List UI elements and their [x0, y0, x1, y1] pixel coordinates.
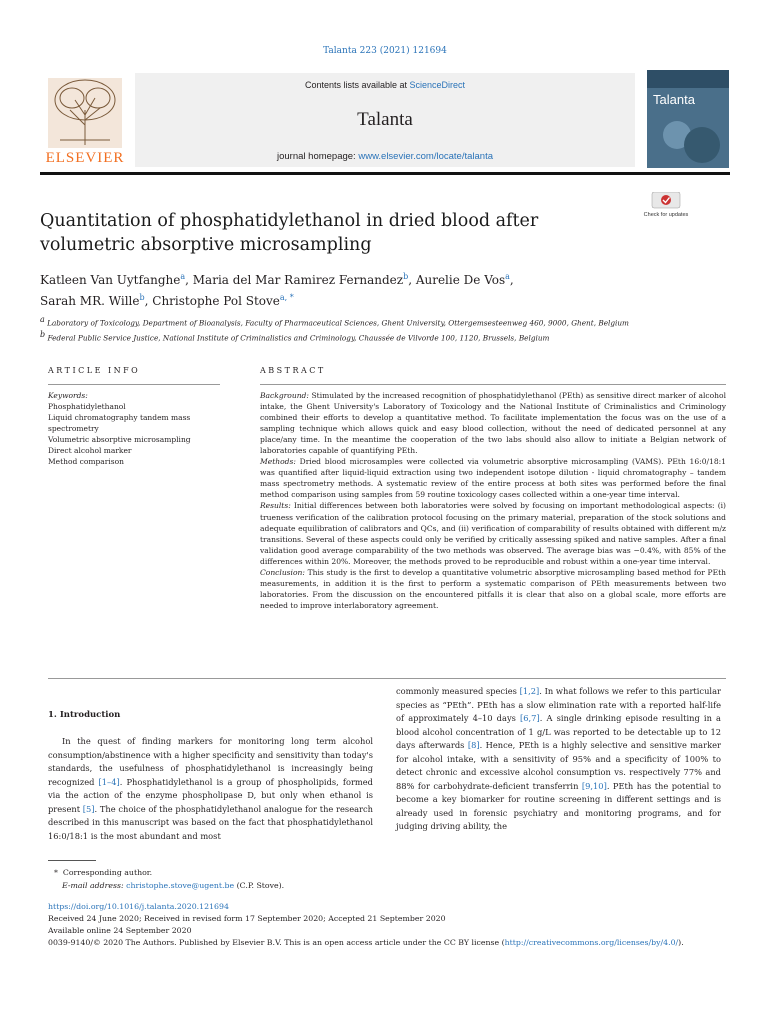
keyword: Volumetric absorptive microsampling: [48, 435, 191, 444]
keyword: Method comparison: [48, 457, 124, 466]
reference-link[interactable]: [1–4]: [98, 776, 120, 787]
cover-band: [647, 70, 729, 88]
divider: [48, 678, 726, 679]
author-name[interactable]: Aurelie De Vos: [415, 273, 506, 287]
corresponding-author-footnote: * Corresponding author. E-mail address: christophe.stove@ugent.be (C.P. Stove).: [54, 868, 285, 890]
available-online: Available online 24 September 2020: [48, 926, 192, 935]
doi-link[interactable]: https://doi.org/10.1016/j.talanta.2020.121694: [48, 902, 229, 911]
author-name[interactable]: Maria del Mar Ramirez Fernandez: [192, 273, 404, 287]
contents-line: [135, 80, 635, 90]
publisher-name: ELSEVIER: [45, 150, 125, 166]
reference-link[interactable]: [6,7]: [520, 713, 540, 723]
author-affil-mark[interactable]: b: [403, 272, 409, 281]
author-affil-mark[interactable]: b: [139, 293, 145, 302]
abstract-conclusion: Conclusion: This study is the first to develop a quantitative volumetric absorptive microsampling based method for PEth measurements, in addition it is the first to perform a systematic comparison of PEth measurements between two laboratories. From the discussion on the encountered pitfalls it is clear that also on a global scale, more efforts are needed to improve interlaboratory agreement.: [260, 567, 726, 610]
cover-title: Talanta: [653, 92, 695, 107]
header-rule: [40, 172, 730, 175]
homepage-line: [135, 151, 635, 162]
reference-link[interactable]: [1,2]: [519, 686, 540, 696]
affiliation: $^a$ Laboratory of Toxicology, Department of Bioanalysis, Faculty of Pharmaceutical Sciences, Ghent University, Ottergemsesteenweg 460, 9000, Ghent, Belgium: [40, 315, 629, 328]
abstract-results: Results: Initial differences between both laboratories were solved by focusing on important methodological aspects: (i) trueness verification of the calibration protocol focusing on the primary material, preparation of the stock solutions and adequate equilibration of calibrators and QCs, and (ii) verification of comparability of results obtained with different m/z transitions. Several of these aspects could only be verified by critically assessing spiked and native samples. After a final validation good average comparability of the two methods was observed. The average bias was −0.4%, with 85% of the differences within 20%. Moreover, the methods proved to be reproducible and robust within a one-year time interval.: [260, 501, 726, 566]
author-affil-mark[interactable]: a, *: [279, 293, 294, 302]
section-heading-introduction: 1. Introduction: [48, 710, 121, 720]
author-name[interactable]: Katleen Van Uytfanghe: [40, 273, 181, 287]
reference-link[interactable]: [8]: [467, 740, 480, 750]
journal-homepage-link[interactable]: www.elsevier.com/locate/talanta: [358, 151, 493, 162]
abstract-body: [260, 390, 726, 611]
homepage-prefix: journal homepage:: [277, 151, 359, 162]
affiliation: $^b$ Federal Public Service Justice, National Institute of Criminalistics and Criminology, Chaussée de Vilvorde 100, 1120, Brussels, Belgium: [40, 330, 550, 343]
abstract-background: Background: Stimulated by the increased recognition of phosphatidylethanol (PEth) as sensitive direct marker of alcohol intake, the Ghent University's Laboratory of Toxicology and the National Institute of Criminalistics and Criminology combined their efforts to develop a quantitative method. To facilitate implementation the focus was on the use of a sampling technique which allows quick and easy blood collection, without the need of dedicated personnel at any place/any time. In the meantime the cooperation of the two labs should also allow to initiate a Belgian network of laboratories capable of quantifying PEth.: [260, 391, 726, 456]
affiliations: [40, 314, 730, 345]
author-email-link[interactable]: christophe.stove@ugent.be: [126, 881, 235, 890]
keyword: Direct alcohol marker: [48, 446, 132, 455]
check-for-updates-icon[interactable]: [648, 192, 684, 228]
keyword: Phosphatidylethanol: [48, 402, 126, 411]
intro-paragraph: In the quest of finding markers for monitoring long term alcohol consumption/abstinence with a higher specificity and sensitivity than today's standards, the usefulness of phosphatidylethanol is increasingly being recognized [1–4]. Phosphatidylethanol is a group of phospholipids, formed via the action of the enzyme phospholipase D, but only when ethanol is present [5]. The choice of the phosphatidylethanol analogue for the research described in this manuscript was based on the fact that phosphatidylethanol 16:0/18:1 is the most abundant and most: [48, 736, 374, 841]
journal-citation[interactable]: Talanta 223 (2021) 121694: [323, 46, 447, 56]
email-label: E-mail address:: [62, 881, 124, 890]
keyword: Liquid chromatography tandem mass spectrometry: [48, 413, 191, 433]
keywords: [48, 390, 220, 467]
article-history: [48, 901, 738, 949]
cover-art: [647, 115, 729, 168]
author-list: Katleen Van Uytfanghe$^a$, Maria del Mar Ramirez Fernandez$^b$, Aurelie De Vos$^a$, Sarah MR. Wille$^b$, Christophe Pol Stove$^{a, *}$: [40, 272, 514, 308]
contents-prefix: Contents lists available at: [304, 80, 410, 90]
author-affil-mark[interactable]: a: [505, 272, 510, 281]
footnote-rule: [48, 860, 96, 861]
keywords-label: Keywords:: [48, 391, 88, 400]
check-for-updates-label[interactable]: Check for updates: [643, 212, 689, 218]
author-name[interactable]: Sarah MR. Wille: [40, 294, 140, 308]
reference-link[interactable]: [5]: [82, 803, 95, 814]
abstract-heading: ABSTRACT: [260, 366, 326, 375]
intro-column-right: [396, 685, 721, 834]
journal-name: Talanta: [357, 109, 413, 130]
reference-link[interactable]: [9,10]: [581, 780, 607, 791]
author-affil-mark[interactable]: a: [180, 272, 186, 281]
author-name[interactable]: Christophe Pol Stove: [152, 294, 280, 308]
intro-column-left: [48, 735, 373, 843]
abstract-methods: Methods: Dried blood microsamples were collected via volumetric absorptive microsampling (VAMS). PEth 16:0/18:1 was quantified after liquid-liquid extraction using two independent isotope dilution - liquid chromatography – tandem mass spectrometry methods. A systematic review of the entire process at both sites was performed before the final method comparison using samples from 59 routine toxicology cases collected within a one-year time interval.: [260, 457, 726, 500]
license-line: 0039-9140/© 2020 The Authors. Published by Elsevier B.V. This is an open access article under the CC BY license (http://creativecommons.org/licenses/by/4.0/).: [48, 938, 684, 947]
corresponding-author-label: Corresponding author.: [62, 868, 153, 877]
divider: [260, 384, 726, 385]
sciencedirect-link[interactable]: ScienceDirect: [409, 80, 466, 90]
received-dates: Received 24 June 2020; Received in revised form 17 September 2020; Accepted 21 September 2020: [48, 914, 446, 923]
journal-cover-image: [647, 70, 729, 168]
intro-paragraph: commonly measured species [1,2]. In what follows we refer to this particular species as “PEth”. PEth has a slow elimination rate with a reported half-life of approximately 4–10 days [6,7]. A single drinking episode resulting in a blood alcohol concentration of 1 g/L was reported to be detectable up to 12 days afterwards [8]. Hence, PEth is a highly selective and sensitive marker for alcohol intake, with a sensitivity of 95% and a specificity of 100% to detect chronic and excessive alcohol consumption vs. respectively 77% and 88% for carbohydrate-deficient transferrin [9,10]. PEth has the potential to become a key biomarker for routine screening in different settings and is already used in forensic psychiatry and monitoring programs, and for judging driving ability, the: [396, 686, 722, 831]
paper-title: Quantitation of phosphatidylethanol in dried blood after volumetric absorptive microsampling: [40, 211, 539, 255]
license-link[interactable]: http://creativecommons.org/licenses/by/4.0/: [504, 938, 679, 947]
divider: [48, 384, 220, 385]
article-info-heading: ARTICLE INFO: [48, 366, 141, 375]
